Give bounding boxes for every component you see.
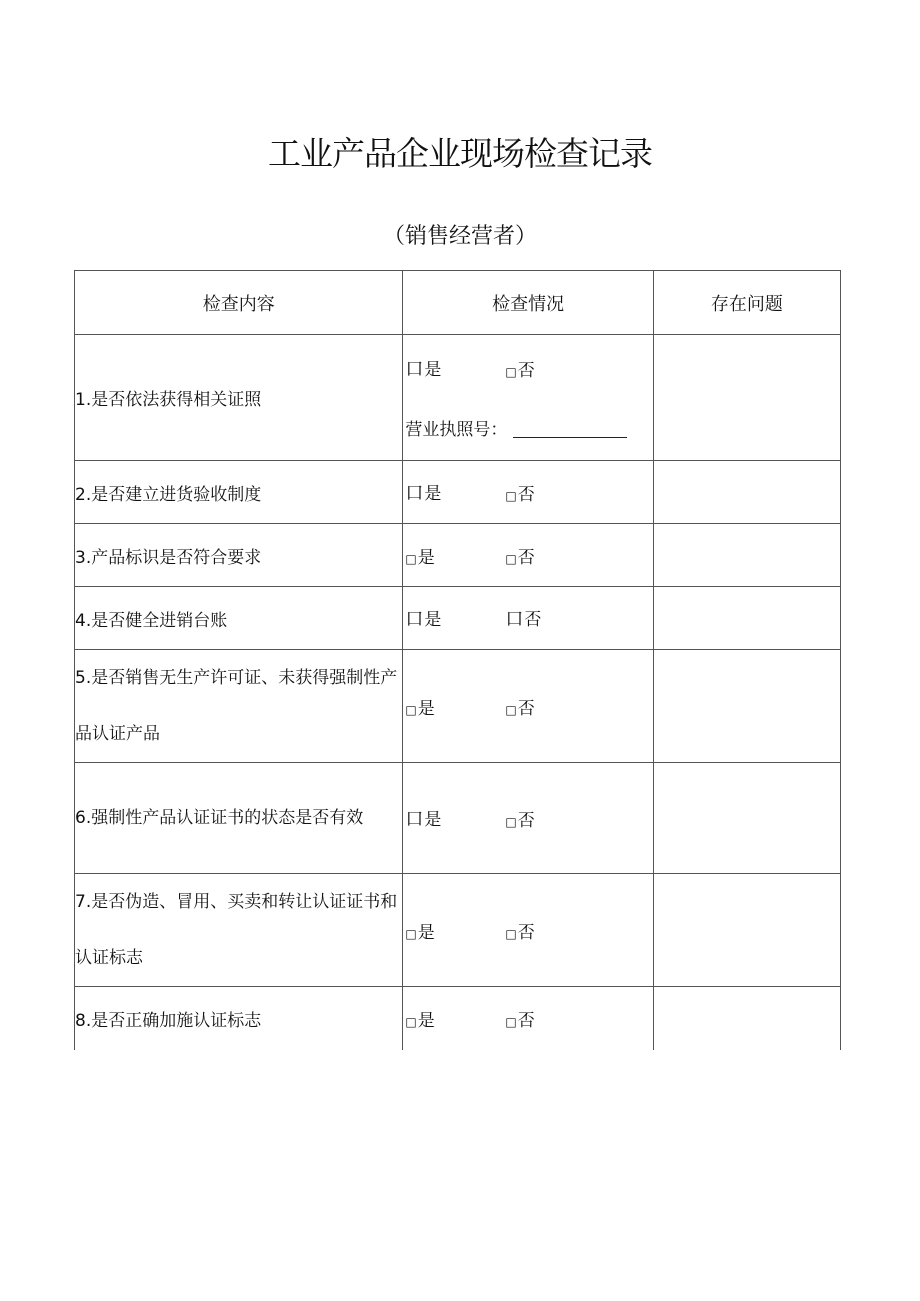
checkbox-no[interactable]: □ bbox=[505, 1014, 517, 1029]
no-option[interactable] bbox=[505, 543, 534, 568]
no-label: 否 bbox=[524, 610, 542, 630]
yes-option[interactable] bbox=[405, 1006, 505, 1031]
table-row bbox=[75, 874, 841, 987]
table-row bbox=[75, 987, 841, 1050]
checkbox-yes[interactable]: □ bbox=[405, 926, 417, 941]
issue-cell[interactable] bbox=[653, 987, 840, 1050]
check-status bbox=[403, 524, 653, 587]
check-status bbox=[403, 587, 653, 650]
table-row bbox=[75, 587, 841, 650]
header-issues: 存在问题 bbox=[653, 271, 840, 335]
issue-cell[interactable] bbox=[653, 650, 840, 763]
check-item: 8.是否正确加施认证标志 bbox=[75, 987, 403, 1050]
no-option[interactable] bbox=[505, 694, 534, 719]
page-title: 工业产品企业现场检查记录 bbox=[268, 134, 652, 173]
yes-label: 是 bbox=[424, 610, 442, 630]
checkbox-no[interactable]: □ bbox=[505, 814, 517, 829]
checkbox-yes[interactable]: □ bbox=[405, 551, 417, 566]
checkbox-yes[interactable]: □ bbox=[405, 702, 417, 717]
license-number-label: 营业执照号： bbox=[405, 420, 508, 440]
no-option[interactable] bbox=[505, 480, 534, 505]
check-item: 6.强制性产品认证证书的状态是否有效 bbox=[75, 763, 403, 874]
check-status bbox=[403, 987, 653, 1050]
no-label: 否 bbox=[517, 1010, 535, 1031]
issue-cell[interactable] bbox=[653, 461, 840, 524]
no-label: 否 bbox=[517, 922, 535, 943]
page-subtitle: （销售经营者） bbox=[382, 224, 537, 249]
yes-label: 是 bbox=[424, 810, 442, 830]
check-status bbox=[403, 461, 653, 524]
header-status: 检查情况 bbox=[403, 271, 653, 335]
no-option[interactable] bbox=[505, 806, 534, 831]
yes-option[interactable] bbox=[405, 605, 505, 631]
issue-cell[interactable] bbox=[653, 524, 840, 587]
check-item: 3.产品标识是否符合要求 bbox=[75, 524, 403, 587]
check-status bbox=[403, 763, 653, 874]
checkbox-yes[interactable]: 口 bbox=[405, 359, 424, 380]
checkbox-yes[interactable]: □ bbox=[405, 1014, 417, 1029]
issue-cell[interactable] bbox=[653, 587, 840, 650]
yes-option[interactable] bbox=[405, 355, 505, 381]
check-item: 2.是否建立进货验收制度 bbox=[75, 461, 403, 524]
no-label: 否 bbox=[517, 698, 535, 719]
yes-label: 是 bbox=[417, 547, 435, 568]
license-number-field[interactable] bbox=[513, 419, 627, 438]
yes-option[interactable] bbox=[405, 479, 505, 505]
checkbox-yes[interactable]: 口 bbox=[405, 483, 424, 504]
checkbox-no[interactable]: □ bbox=[505, 488, 517, 503]
yes-label: 是 bbox=[417, 1010, 435, 1031]
issue-cell[interactable] bbox=[653, 335, 840, 461]
no-option[interactable] bbox=[505, 1006, 534, 1031]
no-option[interactable] bbox=[505, 918, 534, 943]
check-item: 7.是否伪造、冒用、买卖和转让认证证书和认证标志 bbox=[75, 874, 403, 987]
no-option[interactable] bbox=[505, 356, 534, 381]
no-label: 否 bbox=[517, 547, 535, 568]
table-header-row bbox=[75, 271, 841, 335]
check-status bbox=[403, 335, 653, 461]
issue-cell[interactable] bbox=[653, 763, 840, 874]
check-item: 1.是否依法获得相关证照 bbox=[75, 335, 403, 461]
checkbox-no[interactable]: □ bbox=[505, 364, 517, 379]
check-item: 5.是否销售无生产许可证、未获得强制性产品认证产品 bbox=[75, 650, 403, 763]
no-option[interactable] bbox=[505, 605, 541, 631]
no-label: 否 bbox=[517, 810, 535, 831]
table-row bbox=[75, 461, 841, 524]
checkbox-yes[interactable]: 口 bbox=[405, 809, 424, 830]
table-row bbox=[75, 763, 841, 874]
issue-cell[interactable] bbox=[653, 874, 840, 987]
yes-option[interactable] bbox=[405, 918, 505, 943]
checkbox-no[interactable]: □ bbox=[505, 926, 517, 941]
check-status bbox=[403, 650, 653, 763]
yes-label: 是 bbox=[417, 698, 435, 719]
inspection-table bbox=[74, 270, 841, 1050]
no-label: 否 bbox=[517, 484, 535, 505]
table-row bbox=[75, 335, 841, 461]
checkbox-yes[interactable]: 口 bbox=[405, 609, 424, 630]
yes-option[interactable] bbox=[405, 543, 505, 568]
checkbox-no[interactable]: □ bbox=[505, 702, 517, 717]
yes-label: 是 bbox=[424, 360, 442, 380]
checkbox-no[interactable]: □ bbox=[505, 551, 517, 566]
no-label: 否 bbox=[517, 360, 535, 381]
yes-label: 是 bbox=[417, 922, 435, 943]
header-content: 检查内容 bbox=[75, 271, 403, 335]
yes-label: 是 bbox=[424, 484, 442, 504]
check-status bbox=[403, 874, 653, 987]
check-item: 4.是否健全进销台账 bbox=[75, 587, 403, 650]
yes-option[interactable] bbox=[405, 805, 505, 831]
table-row bbox=[75, 524, 841, 587]
checkbox-no[interactable]: 口 bbox=[505, 609, 524, 630]
yes-option[interactable] bbox=[405, 694, 505, 719]
table-row bbox=[75, 650, 841, 763]
